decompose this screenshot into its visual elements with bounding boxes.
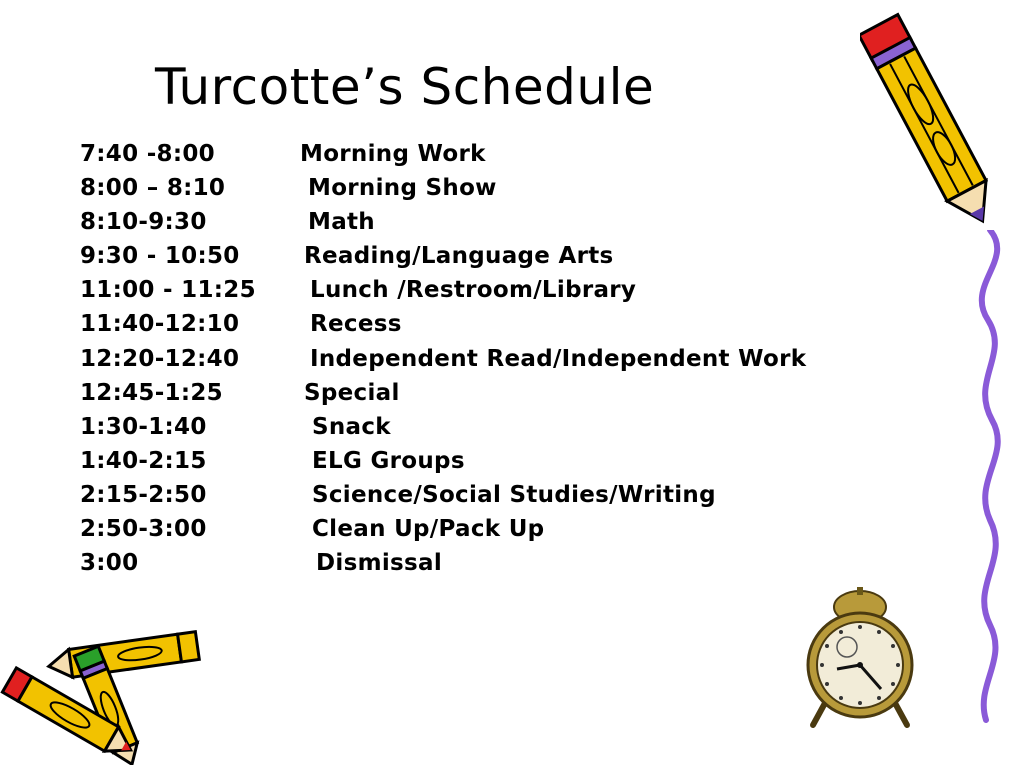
schedule-activity: Snack [312, 413, 391, 440]
schedule-time: 9:30 - 10:50 [80, 243, 240, 270]
schedule-activity: Lunch /Restroom/Library [310, 277, 637, 304]
schedule-activity: Clean Up/Pack Up [312, 516, 545, 543]
schedule-activity: Science/Social Studies/Writing [312, 481, 716, 508]
schedule-activity: Math [308, 209, 375, 236]
pencils-icon [0, 615, 210, 765]
schedule-time: 11:00 - 11:25 [80, 277, 256, 304]
schedule-time: 2:50-3:00 [80, 516, 207, 543]
schedule-time: 7:40 -8:00 [80, 141, 215, 167]
schedule-activity: Recess [310, 311, 402, 338]
schedule-time: 3:00 [80, 550, 139, 577]
schedule-time: 1:30-1:40 [80, 413, 207, 440]
schedule-activity: ELG Groups [312, 447, 465, 474]
schedule-activity: Morning Show [308, 175, 497, 202]
schedule-activity: Special [304, 379, 400, 406]
page-title: Turcotte’s Schedule [155, 58, 655, 116]
schedule-activity: Morning Work [300, 141, 486, 167]
schedule-time: 2:15-2:50 [80, 481, 207, 508]
schedule-activity: Reading/Language Arts [304, 243, 614, 270]
pencil-icon [860, 2, 1000, 242]
schedule-time: 8:10-9:30 [80, 209, 207, 236]
schedule-activity: Independent Read/Independent Work [310, 345, 807, 372]
alarm-clock-icon [795, 585, 925, 730]
schedule-time: 12:45-1:25 [80, 379, 223, 406]
schedule-activity: Dismissal [316, 550, 442, 577]
schedule-time: 8:00 – 8:10 [80, 175, 226, 202]
schedule-time: 11:40-12:10 [80, 311, 240, 338]
schedule-time: 1:40-2:15 [80, 447, 207, 474]
wavy-line-decoration [960, 230, 1024, 730]
schedule-time: 12:20-12:40 [80, 345, 240, 372]
